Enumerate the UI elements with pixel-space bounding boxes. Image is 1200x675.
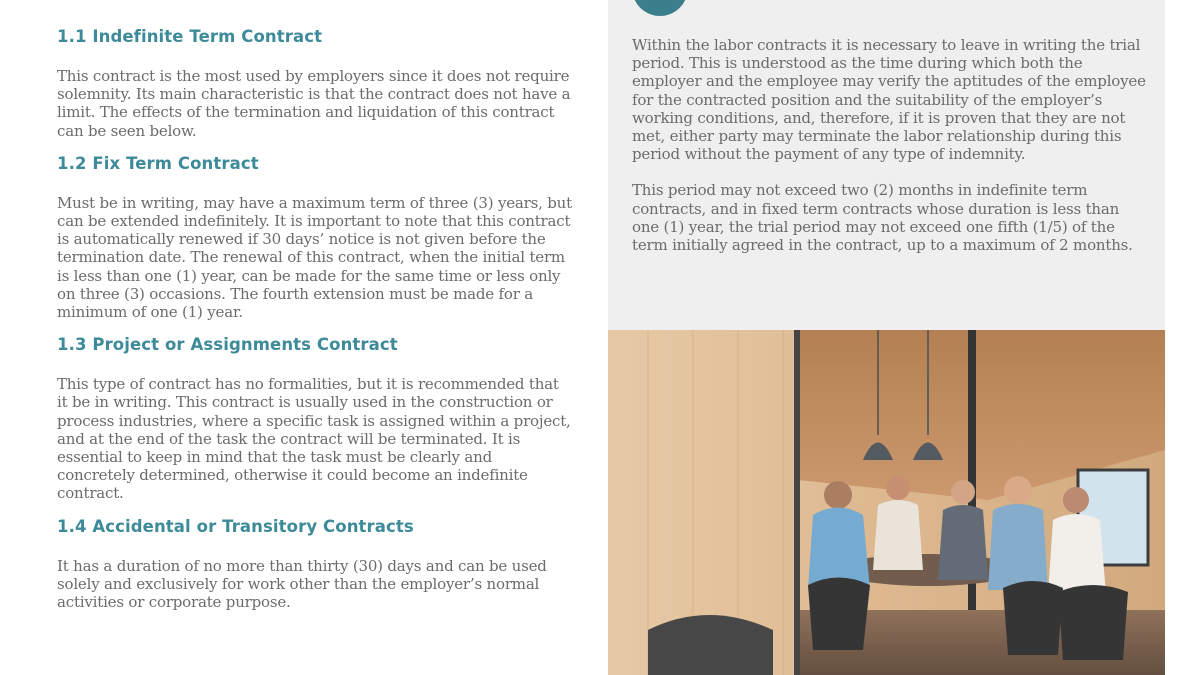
section-body-accidental-transitory: It has a duration of no more than thirty (30) days and can be used solely and exclusively for work other than the employer’s normal activities or corporate purpose. <box>57 556 547 612</box>
office-meeting-photo <box>608 330 1165 675</box>
section-title-accidental-transitory: 1.4 Accidental or Transitory Contracts <box>57 516 414 536</box>
contract-types-column <box>57 26 572 624</box>
trial-period-panel <box>608 0 1165 330</box>
section-title-indefinite-term: 1.1 Indefinite Term Contract <box>57 27 323 46</box>
section-title-project-assignments: 1.3 Project or Assignments Contract <box>57 335 398 355</box>
trial-period-paragraph-2: This period may not exceed two (2) months in indefinite term contracts, and in fixed term contracts whose duration is less than one (1) year, the trial period may not exceed one fifth (1/5) of the term initially agreed in the contract, up to a maximum of 2 months. <box>632 181 1133 255</box>
section-body-fix-term: Must be in writing, may have a maximum term of three (3) years, but can be extended indefinitely. It is important to note that this contract is automatically renewed if 30 days’ notice is not given before the termination date. The renewal of this contract, when the initial term is less than one (1) year, can be made for the same time or less only on three (3) occasions. The fourth extension must be made for a minimum of one (1) year. <box>57 193 572 322</box>
decorative-circle-icon <box>632 0 688 16</box>
section-title-fix-term: 1.2 Fix Term Contract <box>57 153 259 173</box>
section-body-indefinite-term: This contract is the most used by employers since it does not require solemnity. Its main characteristic is that the contract does not have a limit. The effects of the termination and liquidation of this contract can be seen below. <box>57 67 571 140</box>
trial-period-text <box>632 36 1147 272</box>
section-body-project-assignments: This type of contract has no formalities, but it is recommended that it be in writing. This contract is usually used in the construction or process industries, where a specific task is assigned within a project, and at the end of the task the contract will be terminated. It is essential to keep in mind that the task must be clearly and concretely determined, otherwise it could become an indefinite contract. <box>57 375 571 503</box>
trial-period-paragraph-1: Within the labor contracts it is necessary to leave in writing the trial period. This is understood as the time during which both the employer and the employee may verify the aptitudes of the employee for the contracted position and the suitability of the employer’s working conditions, and, therefore, if it is proven that they are not met, either party may terminate the labor relationship during this period without the payment of any type of indemnity. <box>632 36 1146 164</box>
